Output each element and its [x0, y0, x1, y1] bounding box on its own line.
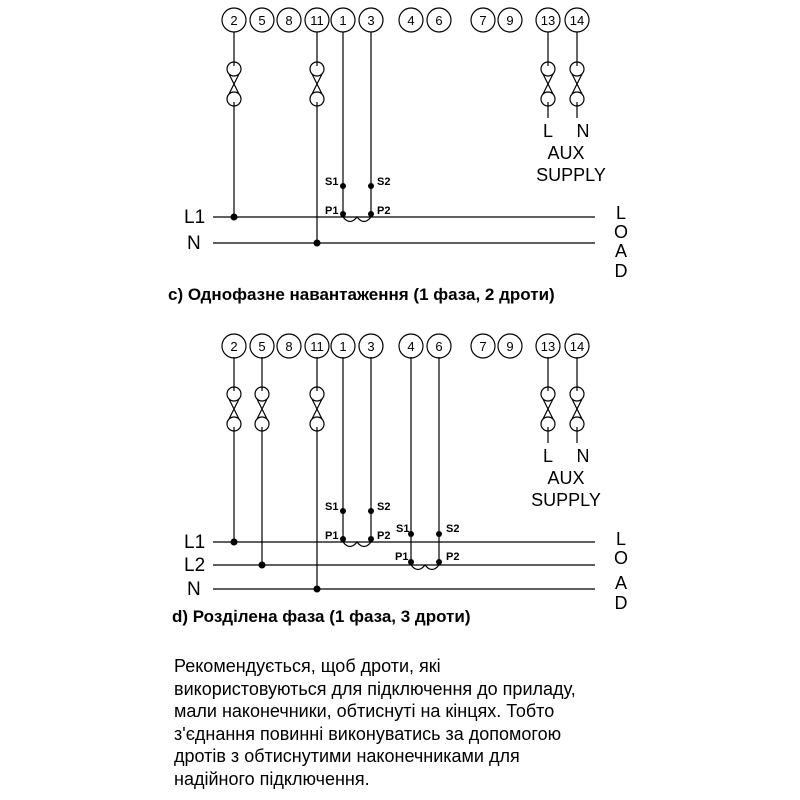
terminal-label: 9 [506, 13, 514, 28]
caption-c: c) Однофазне навантаження (1 фаза, 2 дроти) [168, 285, 555, 304]
load-letter: O [613, 548, 629, 568]
terminal-label: 11 [310, 339, 324, 354]
ct-terminal-dot [340, 508, 346, 514]
terminal-label: 4 [407, 13, 415, 28]
terminal-label: 13 [540, 339, 556, 354]
terminal-label: 2 [230, 13, 238, 28]
ct-terminal-dot [408, 559, 414, 565]
ct-p1-label: P1 [325, 205, 339, 217]
ct1-s2-label: S2 [377, 501, 391, 513]
fuse-icon [227, 387, 241, 431]
terminal-label: 8 [285, 339, 293, 354]
terminal-label: 4 [407, 339, 415, 354]
diagram-d [172, 334, 628, 626]
line-l1-label: L1 [184, 532, 206, 553]
note-line: Рекомендується, щоб дроти, які [174, 656, 441, 676]
ct2-p1-label: P1 [395, 551, 409, 563]
ct2-p2-label: P2 [446, 551, 460, 563]
fuse-icon [570, 62, 584, 106]
aux-label: AUX [547, 143, 585, 163]
load-letter: A [614, 241, 628, 261]
junction-dot [231, 214, 238, 221]
line-n-label: N [187, 233, 201, 254]
terminal-label: 5 [258, 13, 266, 28]
aux-n-label: N [576, 121, 590, 141]
ct1-s1-label: S1 [325, 501, 339, 513]
terminal-label: 8 [285, 13, 293, 28]
fuse-icon [227, 62, 241, 106]
note-paragraph [174, 655, 576, 790]
fuse-icon [310, 62, 324, 106]
terminal-label: 3 [367, 339, 375, 354]
load-letter: D [614, 261, 628, 281]
ct-terminal-dot [436, 559, 442, 565]
terminal-label: 9 [506, 339, 514, 354]
line-l2-label: L2 [184, 555, 206, 576]
junction-dot [314, 240, 321, 247]
terminal-label: 7 [479, 339, 487, 354]
ct-terminal-dot [368, 536, 374, 542]
fuse-icon [541, 387, 555, 431]
load-letter: L [615, 529, 627, 549]
terminal-label: 3 [367, 13, 375, 28]
terminal-label: 2 [230, 339, 238, 354]
diagram-c [168, 8, 628, 304]
fuse-icon [255, 387, 269, 431]
terminal-row-c [222, 8, 589, 32]
terminal-label: 5 [258, 339, 266, 354]
ct1-p2-label: P2 [377, 530, 391, 542]
line-n-label: N [187, 579, 201, 600]
terminal-label: 11 [310, 13, 324, 28]
note-line: дротів з обтиснутими наконечниками для [174, 746, 520, 766]
load-letter: A [614, 573, 628, 593]
supply-label: SUPPLY [531, 490, 601, 510]
ct2-s1-label: S1 [396, 523, 410, 535]
aux-n-label: N [576, 446, 590, 466]
ct-terminal-dot [368, 508, 374, 514]
note-line: надійного підключення. [174, 768, 370, 789]
terminal-label: 14 [569, 339, 585, 354]
fuse-icon [310, 387, 324, 431]
aux-l-label: L [542, 446, 554, 466]
ct1-p1-label: P1 [325, 530, 339, 542]
line-l1-label: L1 [184, 207, 206, 228]
terminal-label: 14 [569, 13, 585, 28]
aux-label: AUX [547, 468, 585, 488]
note-line: мали наконечники, обтиснуті на кінцях. Тобто [174, 701, 555, 721]
ct2-s2-label: S2 [446, 523, 460, 535]
ct-terminal-dot [340, 183, 346, 189]
ct-terminal-dot [368, 211, 374, 217]
aux-l-label: L [542, 121, 554, 141]
terminal-label: 1 [339, 13, 347, 28]
load-letter: D [614, 593, 628, 613]
ct-terminal-dot [368, 183, 374, 189]
load-letter: L [615, 203, 627, 223]
note-line: використовуються для підключення до приладу, [174, 678, 576, 699]
note-line: з'єднання повинні виконуватись за допомогою [174, 723, 562, 744]
supply-label: SUPPLY [536, 165, 606, 185]
fuse-icon [570, 387, 584, 431]
load-letter: O [613, 222, 629, 242]
terminal-label: 6 [435, 339, 443, 354]
terminal-label: 6 [435, 13, 443, 28]
ct-terminal-dot [436, 531, 442, 537]
junction-dot [314, 586, 321, 593]
fuse-icon [541, 62, 555, 106]
junction-dot [231, 539, 238, 546]
caption-d: d) Розділена фаза (1 фаза, 3 дроти) [172, 607, 471, 626]
terminal-row-d [222, 334, 589, 358]
ct-terminal-dot [340, 536, 346, 542]
ct-terminal-dot [340, 211, 346, 217]
terminal-label: 1 [339, 339, 347, 354]
ct-s1-label: S1 [325, 176, 339, 188]
ct-s2-label: S2 [377, 176, 391, 188]
terminal-label: 7 [479, 13, 487, 28]
terminal-label: 13 [540, 13, 556, 28]
junction-dot [259, 562, 266, 569]
ct-p2-label: P2 [377, 205, 391, 217]
